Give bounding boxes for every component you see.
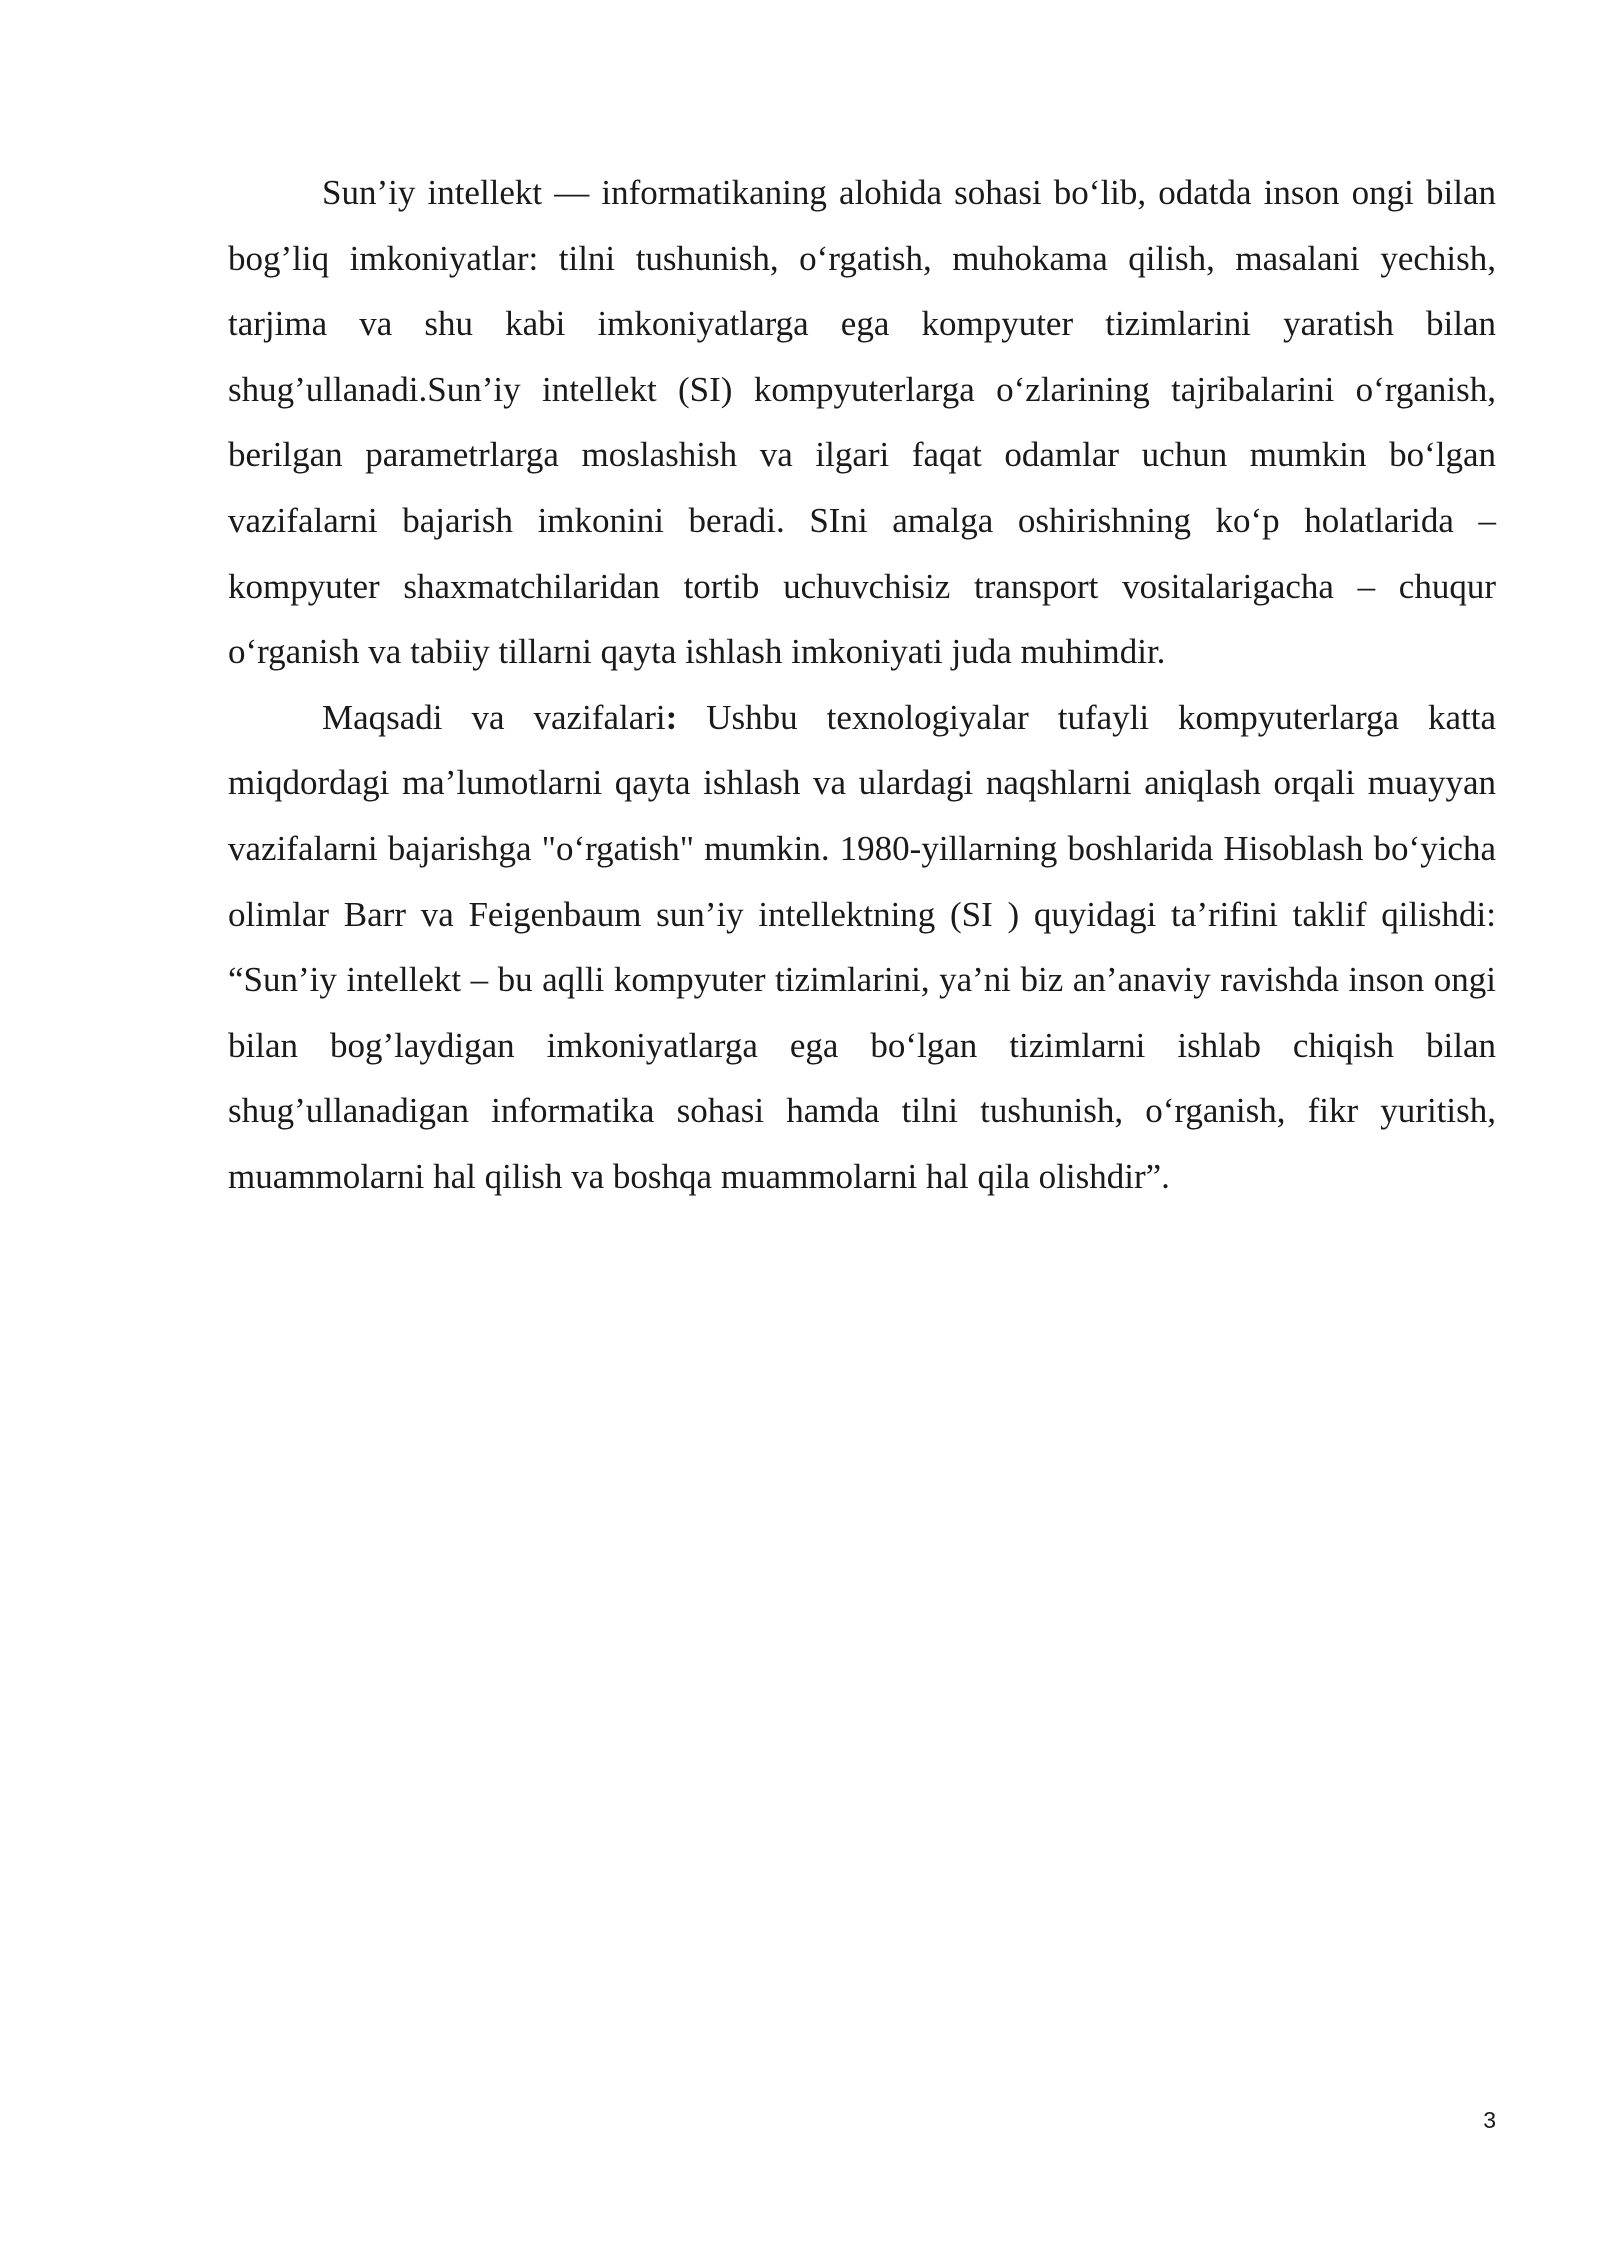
goals-label-colon: : xyxy=(665,697,678,737)
goals-label: Maqsadi va vazifalari xyxy=(322,697,666,737)
page-number: 3 xyxy=(1483,2107,1496,2133)
goals-text: Ushbu texnologiyalar tufayli kompyuterlarga katta miqdordagi ma’lumotlarni qayta ishlash va ulardagi naqshlarni aniqlash orqali muayyan vazifalarni bajarishga "o‘rgatish" mumkin. 1980-yillarning boshlarida Hisoblash bo‘yicha olimlar Barr va Feigenbaum sun’iy intellektning (SI ) quyidagi ta’rifini taklif qilishdi: “Sun’iy intellekt – bu aqlli kompyuter tizimlarini, ya’ni biz an’anaviy ravishda inson ongi bilan bog’laydigan imkoniyatlarga ega bo‘lgan tizimlarni ishlab chiqish bilan shug’ullanadigan informatika sohasi hamda tilni tushunish, o‘rganish, fikr yuritish, muammolarni hal qilish va boshqa muammolarni hal qila olishdir”. xyxy=(228,697,1496,1196)
paragraph-ai-definition: Sun’iy intellekt — informatikaning alohida sohasi bo‘lib, odatda inson ongi bilan bog’liq imkoniyatlar: tilni tushunish, o‘rgatish, muhokama qilish, masalani yechish, tarjima va shu kabi imkoniyatlarga ega kompyuter tizimlarini yaratish bilan shug’ullanadi.Sun’iy intellekt (SI) kompyuterlarga o‘zlarining tajribalarini o‘rganish, berilgan parametrlarga moslashish va ilgari faqat odamlar uchun mumkin bo‘lgan vazifalarni bajarish imkonini beradi. SIni amalga oshirishning ko‘p holatlarida – kompyuter shaxmatchilaridan tortib uchuvchisiz transport vositalarigacha – chuqur o‘rganish va tabiiy tillarni qayta ishlash imkoniyati juda muhimdir. xyxy=(228,173,1496,672)
body-text xyxy=(228,160,1496,1210)
paragraph-goals-and-tasks xyxy=(228,685,1496,1210)
